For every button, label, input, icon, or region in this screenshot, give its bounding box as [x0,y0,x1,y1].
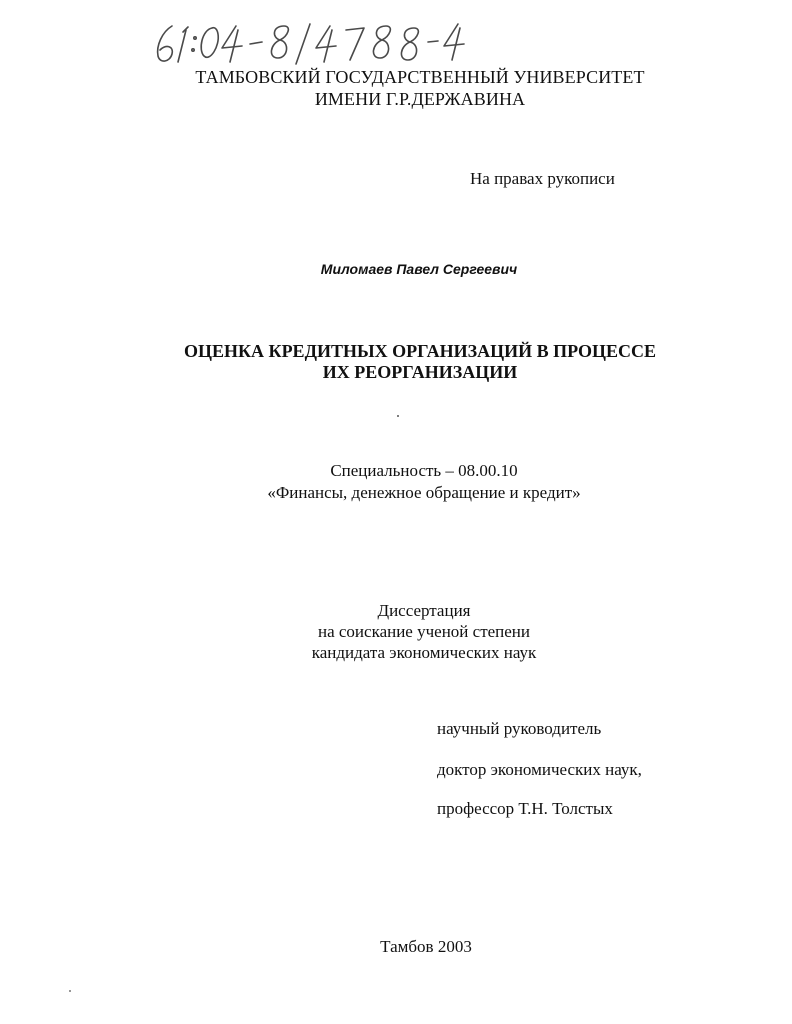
title-line-1: ОЦЕНКА КРЕДИТНЫХ ОРГАНИЗАЦИЙ В ПРОЦЕССЕ [183,341,657,361]
dissertation-title [24,341,792,383]
specialty-name: «Финансы, денежное обращение и кредит» [267,483,581,502]
specialty-block [28,460,792,504]
scan-speck-bottom [69,990,71,992]
degree-block [28,600,792,663]
supervisor-name: профессор Т.Н. Толстых [437,799,613,818]
university-line-2: ИМЕНИ Г.Р.ДЕРЖАВИНА [314,89,526,109]
university-line-1: ТАМБОВСКИЙ ГОСУДАРСТВЕННЫЙ УНИВЕРСИТЕТ [195,67,645,87]
university-name [24,66,792,110]
supervisor-role: научный руководитель [437,719,602,738]
rights-note: На правах рукописи [470,169,615,188]
degree-line-1: Диссертация [377,601,471,620]
degree-line-3: кандидата экономических наук [311,643,537,662]
scan-speck [397,415,399,417]
title-line-2: ИХ РЕОРГАНИЗАЦИИ [322,362,518,382]
handwritten-archive-number [150,16,470,70]
supervisor-degree: доктор экономических наук, [437,760,642,779]
city-year: Тамбов 2003 [380,937,472,956]
degree-line-2: на соискание ученой степени [317,622,531,641]
specialty-code: Специальность – 08.00.10 [330,461,518,480]
author-name: Миломаев Павел Сергеевич [320,261,518,277]
